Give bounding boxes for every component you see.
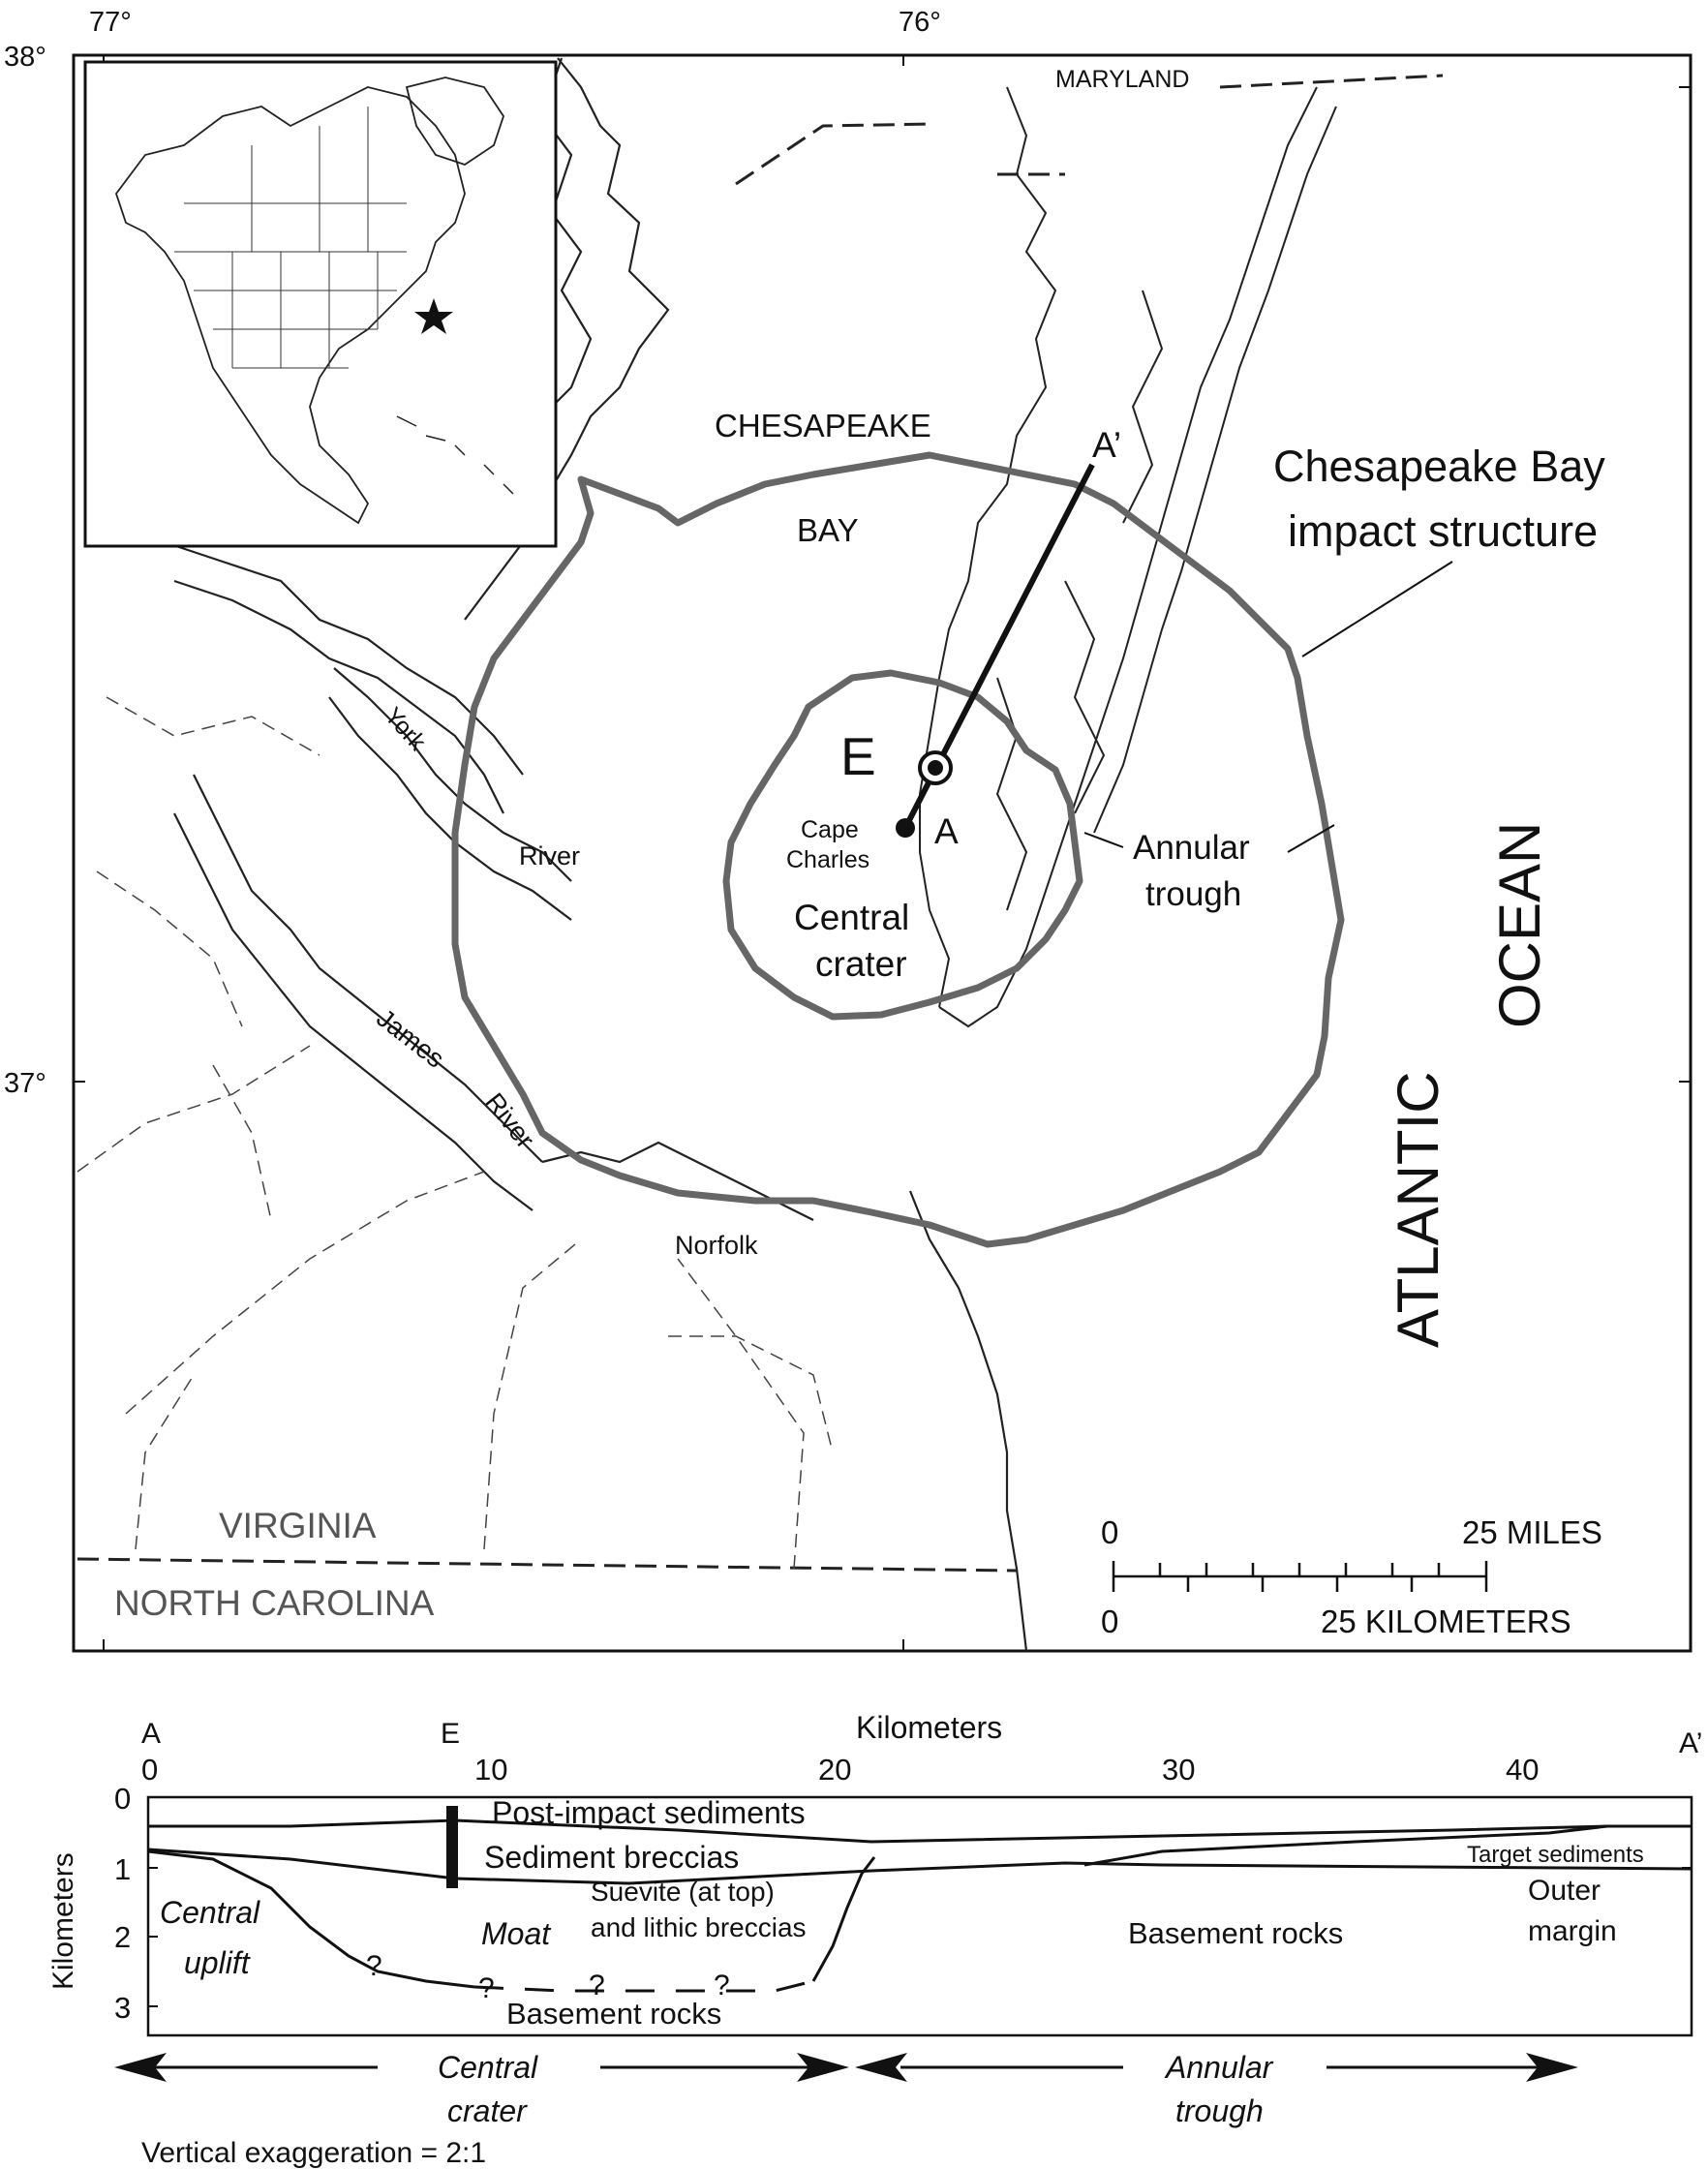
basement-right-label: Basement rocks bbox=[1128, 1916, 1344, 1950]
lon-label-76: 76° bbox=[899, 7, 941, 38]
cross-section-panel bbox=[47, 1710, 1702, 2169]
york-label: York bbox=[379, 702, 432, 756]
marsh-1 bbox=[1123, 290, 1162, 523]
question-mark-4: ? bbox=[714, 1970, 730, 2001]
inset-map bbox=[85, 62, 556, 546]
central-crater-label-2: crater bbox=[815, 944, 907, 984]
marsh-2 bbox=[1065, 581, 1104, 813]
point-e-marker bbox=[928, 760, 943, 776]
lon-label-77: 77° bbox=[89, 7, 132, 38]
north-carolina-label: NORTH CAROLINA bbox=[114, 1583, 435, 1623]
cape-label: Cape bbox=[801, 816, 859, 843]
chesapeake-label: CHESAPEAKE bbox=[715, 408, 931, 443]
y-axis-title: Kilometers bbox=[47, 1852, 79, 1990]
question-mark-1: ? bbox=[366, 1950, 382, 1982]
point-a-label: A bbox=[934, 811, 959, 851]
norfolk-label: Norfolk bbox=[675, 1231, 758, 1260]
scale-km-zero: 0 bbox=[1101, 1604, 1119, 1639]
leader-annular-trough bbox=[1084, 833, 1123, 847]
york-river-south bbox=[329, 697, 571, 920]
virginia-label: VIRGINIA bbox=[219, 1506, 377, 1545]
annular-trough-label-1: Annular bbox=[1133, 829, 1250, 867]
delmarva-peninsula bbox=[920, 87, 1336, 1026]
borehole-e bbox=[446, 1806, 458, 1888]
question-mark-3: ? bbox=[589, 1970, 605, 2001]
x-tick-40: 40 bbox=[1506, 1753, 1540, 1787]
bottom-central-crater-2: crater bbox=[447, 2093, 527, 2128]
leader-title bbox=[1302, 562, 1452, 657]
suevite-label-2: and lithic breccias bbox=[591, 1912, 807, 1942]
crater-floor-dashed bbox=[474, 1981, 813, 1991]
section-start-label: A bbox=[141, 1718, 162, 1750]
moat-label: Moat bbox=[481, 1916, 551, 1951]
point-a-prime-label: A’ bbox=[1092, 425, 1122, 465]
x-tick-30: 30 bbox=[1162, 1753, 1196, 1787]
section-frame bbox=[148, 1797, 1692, 2035]
section-end-label: A’ bbox=[1679, 1727, 1703, 1759]
target-sediments-label: Target sediments bbox=[1467, 1842, 1644, 1868]
point-e-label: E bbox=[840, 726, 876, 786]
charles-label: Charles bbox=[786, 846, 870, 873]
y-tick-3: 3 bbox=[114, 1991, 132, 2025]
x-tick-20: 20 bbox=[818, 1753, 852, 1787]
bottom-central-crater-1: Central bbox=[438, 2050, 538, 2085]
point-a-marker bbox=[896, 818, 915, 838]
x-axis-title: Kilometers bbox=[856, 1710, 1003, 1745]
impact-structure-title-2: impact structure bbox=[1288, 506, 1599, 556]
central-uplift-label-2: uplift bbox=[184, 1945, 250, 1980]
lat-label-37: 37° bbox=[4, 1068, 46, 1099]
crater-wall bbox=[813, 1857, 874, 1981]
james-label: James bbox=[371, 1003, 450, 1074]
y-tick-2: 2 bbox=[114, 1920, 132, 1954]
scale-miles-label: 25 MILES bbox=[1462, 1514, 1602, 1550]
york-river-label: River bbox=[519, 841, 581, 871]
arrowhead-annular-left bbox=[855, 2053, 907, 2082]
question-mark-2: ? bbox=[478, 1972, 495, 2004]
impact-structure-title-1: Chesapeake Bay bbox=[1273, 442, 1605, 491]
outer-margin-label-2: margin bbox=[1528, 1915, 1617, 1947]
sediment-breccias-label: Sediment breccias bbox=[484, 1840, 740, 1875]
x-tick-10: 10 bbox=[474, 1753, 508, 1787]
post-impact-base bbox=[148, 1820, 1692, 1842]
bottom-annular-trough-2: trough bbox=[1175, 2093, 1264, 2128]
scale-bar bbox=[1113, 1561, 1486, 1592]
atlantic-label: ATLANTIC bbox=[1386, 1071, 1450, 1348]
section-e-label: E bbox=[441, 1718, 461, 1750]
suevite-label-1: Suevite (at top) bbox=[591, 1877, 775, 1907]
maryland-label: MARYLAND bbox=[1055, 66, 1190, 93]
basement-center-label: Basement rocks bbox=[506, 1997, 722, 2031]
james-river-south bbox=[174, 813, 533, 1210]
inset-frame bbox=[85, 62, 556, 546]
map-panel bbox=[4, 7, 1691, 1651]
scale-miles-zero: 0 bbox=[1101, 1514, 1119, 1550]
sediment-breccia-base bbox=[148, 1849, 1692, 1883]
bay-label: BAY bbox=[797, 512, 859, 548]
bottom-annular-trough-1: Annular bbox=[1166, 2050, 1273, 2085]
bay-side-shore bbox=[920, 87, 1055, 1007]
ocean-side-shore bbox=[939, 87, 1317, 1026]
atlantic-coast-south bbox=[910, 1191, 1026, 1651]
outer-margin-label-1: Outer bbox=[1528, 1875, 1601, 1907]
virginia-north-carolina-boundary bbox=[77, 1559, 1017, 1571]
x-tick-0: 0 bbox=[141, 1753, 159, 1787]
annular-trough-label-2: trough bbox=[1145, 875, 1242, 913]
y-tick-0: 0 bbox=[114, 1782, 132, 1816]
norfolk-shore bbox=[542, 1143, 813, 1220]
y-tick-1: 1 bbox=[114, 1852, 132, 1886]
central-crater-label-1: Central bbox=[794, 898, 910, 937]
ocean-label: OCEAN bbox=[1487, 821, 1552, 1028]
central-uplift-label-1: Central bbox=[160, 1895, 260, 1930]
james-river-label: River bbox=[479, 1087, 540, 1154]
vertical-exaggeration-note: Vertical exaggeration = 2:1 bbox=[141, 2137, 487, 2169]
lat-label-38: 38° bbox=[4, 42, 46, 73]
scale-km-label: 25 KILOMETERS bbox=[1321, 1604, 1571, 1639]
post-impact-label: Post-impact sediments bbox=[492, 1795, 806, 1830]
